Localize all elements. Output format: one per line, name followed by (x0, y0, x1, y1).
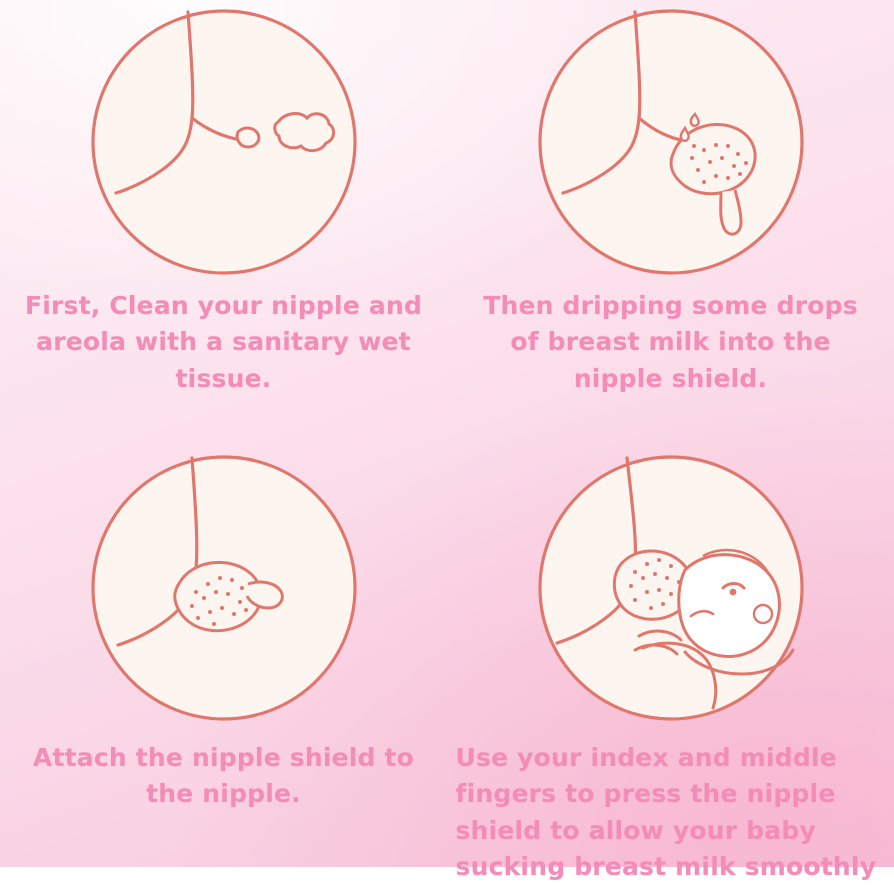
step-3 (0, 434, 447, 867)
step-4 (447, 434, 894, 881)
step-4-caption: Use your index and middle fingers to press the nipple shield to allow your baby sucking breast milk smoothly (455, 743, 877, 881)
illustration-nipple-shield-attached-to-breast (88, 452, 360, 724)
illustration-breast-with-bare-nipple (88, 6, 360, 278)
step-1 (0, 0, 447, 434)
illustration-nipple-shield-with-milk-drops (535, 6, 807, 278)
step-2-caption: Then dripping some drops of breast milk into the nipple shield. (483, 291, 858, 393)
step-1-caption: First, Clean your nipple and areola with a sanitary wet tissue. (24, 291, 423, 393)
illustration-baby-latching-with-shield (535, 452, 807, 724)
step-2 (447, 0, 894, 434)
step-3-caption: Attach the nipple shield to the nipple. (32, 743, 415, 809)
